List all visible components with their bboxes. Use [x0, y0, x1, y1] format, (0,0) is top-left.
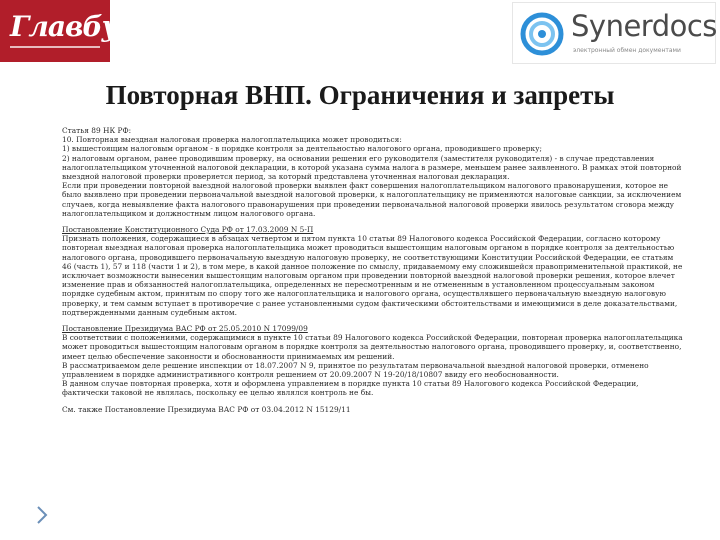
text-block: [62, 126, 684, 218]
synerdocs-logo: [512, 2, 716, 64]
chevron-right-icon[interactable]: [36, 505, 48, 525]
text-block: [62, 324, 684, 398]
glavbukh-logo: [0, 0, 134, 62]
text-paragraph: 10. Повторная выездная налоговая проверка налогоплательщика может проводиться:: [62, 135, 402, 145]
synerdocs-logo-name: Synerdocs: [571, 9, 717, 43]
text-paragraph: В соответствии с положениями, содержащимися в пункте 10 статьи 89 Налогового кодекса Российской Федерации, повторная проверка налогоплательщика может проводиться вышестоящим налоговым органом в порядке контроля за деятельностью налогового органа, проводившего проверку, и, соответственно, имеет целью обеспечение законности и обоснованности принимаемых им решений.: [62, 333, 683, 361]
synerdocs-ring-icon: [519, 11, 565, 57]
text-paragraph: В данном случае повторная проверка, хотя и оформлена управлением в порядке пункта 10 статьи 89 Налогового кодекса Российской Федерации, фактически таковой не являлась, поскольку ее целью являлся контроль не бы.: [62, 379, 639, 398]
text-paragraph: 2) налоговым органом, ранее проводившим проверку, на основании решения его руководителя (заместителя руководителя) - в случае представления налогоплательщиком уточненной налоговой декларации, в которой указана сумма налога в размере, меньшем ранее заявленного. В рамках этой повторной выездной налоговой проверки проверяется период, за который представлена уточненная налоговая декларация.: [62, 153, 682, 182]
page-title: Повторная ВНП. Ограничения и запреты: [105, 80, 615, 110]
text-paragraph: В рассматриваемом деле решение инспекции от 18.07.2007 N 9, принятое по результатам первоначальной выездной налоговой проверки, отменено управлением в порядке административного контроля решением от 20.09.2007 N 19-20/18/10807 ввиду его необоснованности.: [62, 360, 649, 380]
synerdocs-logo-tagline: электронный обмен документами: [573, 47, 681, 54]
text-paragraph: Признать положения, содержащиеся в абзацах четвертом и пятом пункта 10 статьи 89 Налогового кодекса Российской Федерации, согласно которому повторная выездная налоговая проверка налогоплательщика может проводиться вышестоящим налоговым органом в порядке контроля за деятельностью налогового органа, проводившего первоначальную выездную налоговую проверку, не соответствующими Конституции Российской Федерации, ее статьям 46 (часть 1), 57 и 118 (части 1 и 2), в том мере, в какой данное положение по смыслу, придаваемому ему сложившейся правоприменительной практикой, не исключает возможности вынесения вышестоящим налоговым органом при проведении повторной выездной налоговой проверки решения, которое влечет изменение прав и обязанностей налогоплательщика, определенных не пересмотренным и не отмененным в установленном процессуальным законом порядке судебным актом, принятым по спору того же налогоплательщика и налогового органа, осуществлявшего первоначальную выездную налоговую проверку, и тем самым вступает в противоречие с ранее установленными судом фактическими обстоятельствами и имеющимися в деле доказательствами, подтвержденными данным судебным актом.: [62, 234, 683, 317]
text-block: [62, 225, 684, 317]
glavbukh-logo-text: Главбух: [10, 10, 134, 43]
text-paragraph: Статья 89 НК РФ:: [62, 126, 132, 135]
text-block: [62, 405, 684, 414]
text-paragraph: См. также Постановление Президиума ВАС РФ от 03.04.2012 N 15129/11: [62, 404, 351, 414]
text-paragraph: Если при проведении повторной выездной налоговой проверки выявлен факт совершения налогоплательщиком налогового правонарушения, которое не было выявлено при проведении первоначальной выездной налоговой проверки, к налогоплательщику не применяются налоговые санкции, за исключением случаев, когда невыявление факта налогового правонарушения при проведении первоначальной налоговой проверки явилось результатом сговора между налогоплательщиком и должностным лицом налогового органа.: [62, 181, 682, 218]
document-body: [62, 126, 684, 421]
document-reference-heading: Постановление Конституционного Суда РФ от 17.03.2009 N 5-П: [62, 225, 314, 235]
text-paragraph: 1) вышестоящим налоговым органом - в порядке контроля за деятельностью налогового органа, проводившего проверку;: [62, 144, 542, 154]
document-reference-heading: Постановление Президиума ВАС РФ от 25.05.2010 N 17099/09: [62, 324, 308, 334]
logo-underline: [10, 46, 100, 48]
